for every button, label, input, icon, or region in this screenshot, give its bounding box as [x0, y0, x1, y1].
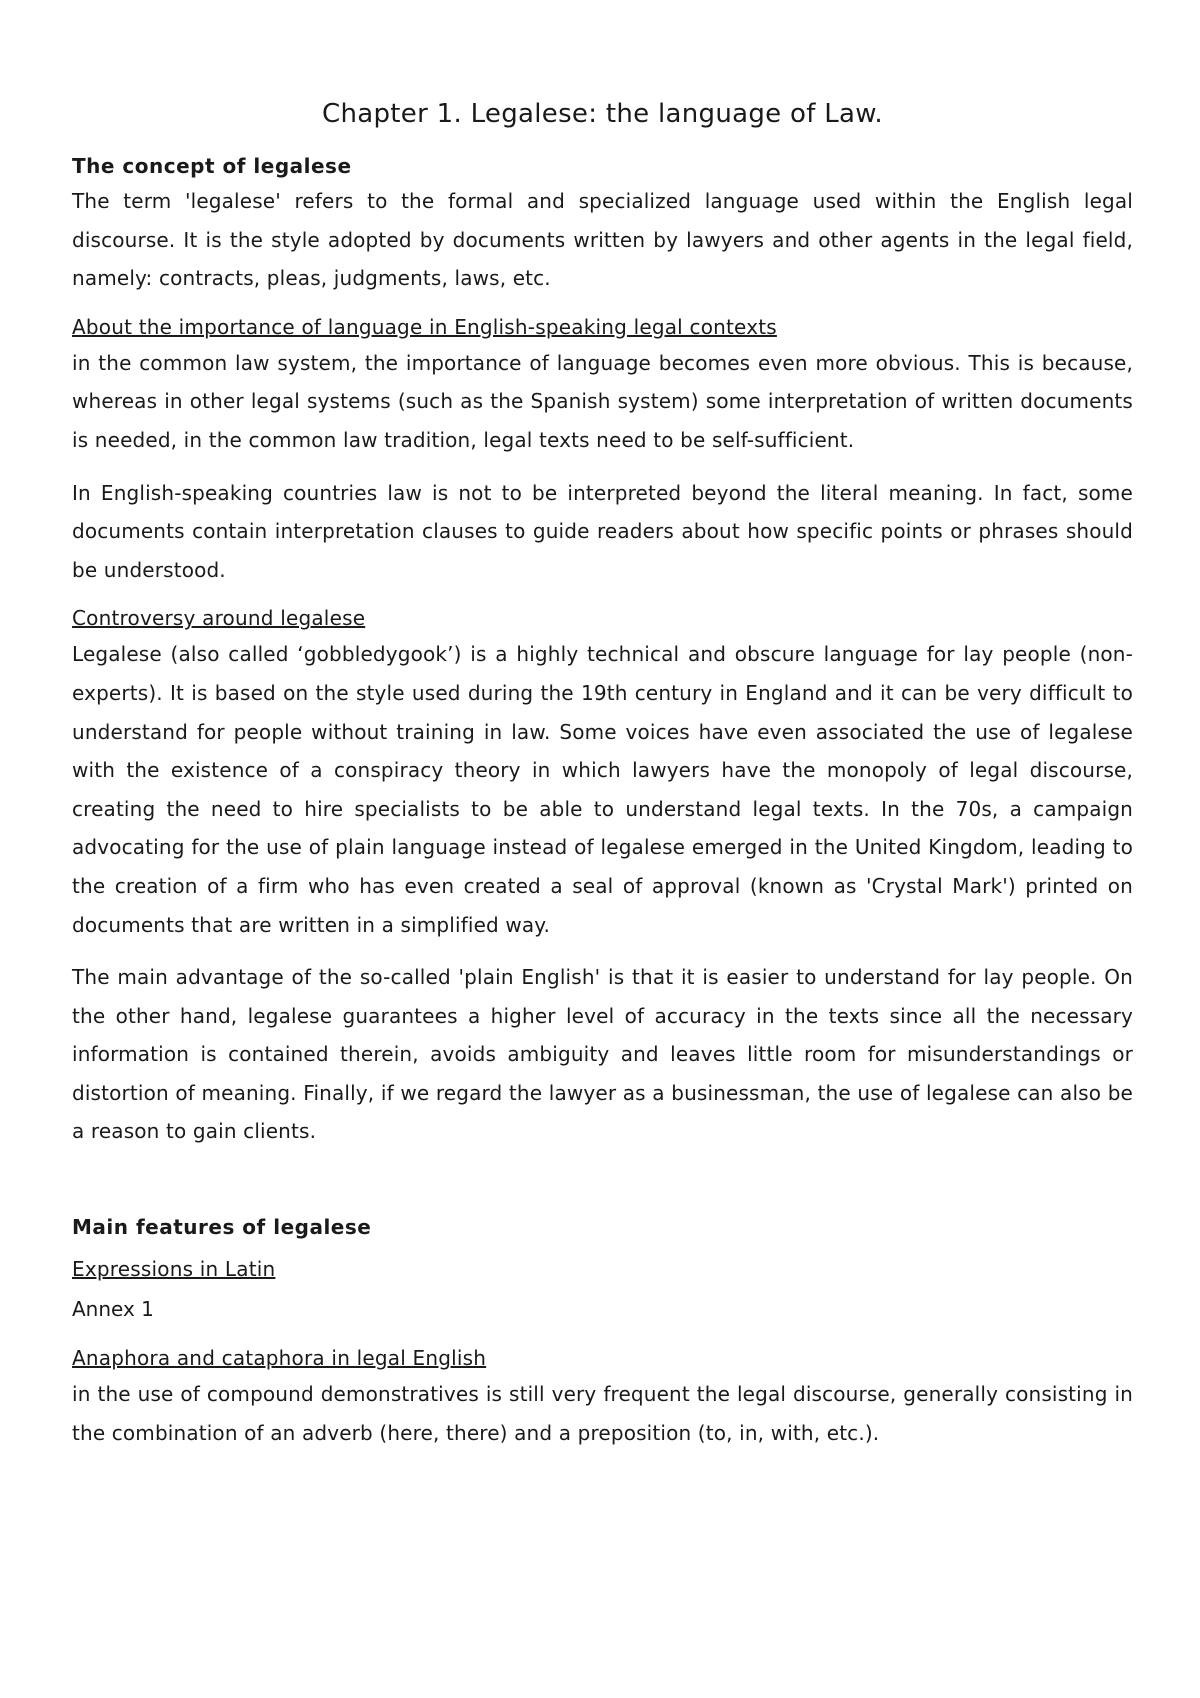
- latin-subheading: Expressions in Latin: [72, 1257, 276, 1282]
- importance-paragraph-1: in the common law system, the importance of language becomes even more obvious. This is because, whereas in other legal systems (such as the Spanish system) some interpretation of written documents is needed, in the common law tradition, legal texts need to be self-sufficient.: [72, 350, 1133, 452]
- controversy-paragraph-2: The main advantage of the so-called 'plain English' is that it is easier to understand for lay people. On the other hand, legalese guarantees a higher level of accuracy in the texts since all the necessary information is contained therein, avoids ambiguity and leaves little room for misunderstandings or distortion of meaning. Finally, if we regard the lawyer as a businessman, the use of legalese can also be a reason to gain clients.: [72, 965, 1133, 1144]
- importance-subheading: About the importance of language in English-speaking legal contexts: [72, 314, 777, 339]
- anaphora-paragraph: in the use of compound demonstratives is still very frequent the legal discourse, generally consisting in the combination of an adverb (here, there) and a preposition (to, in, with, etc.).: [72, 1382, 1133, 1445]
- concept-heading: The concept of legalese: [72, 154, 352, 178]
- chapter-title: Chapter 1. Legalese: the language of Law.: [322, 99, 883, 129]
- importance-paragraph-2: In English-speaking countries law is not to be interpreted beyond the literal meaning. In fact, some documents contain interpretation clauses to guide readers about how specific points or phrases should be understood.: [72, 480, 1133, 582]
- controversy-subheading: Controversy around legalese: [72, 606, 366, 631]
- anaphora-subheading: Anaphora and cataphora in legal English: [72, 1346, 487, 1371]
- features-heading: Main features of legalese: [72, 1215, 372, 1240]
- annex-reference: Annex 1: [72, 1297, 154, 1322]
- controversy-paragraph-1: Legalese (also called ‘gobbledygook’) is a highly technical and obscure language for lay people (non-experts). It is based on the style used during the 19th century in England and it can be very difficult to understand for people without training in law. Some voices have even associated the use of legalese with the existence of a conspiracy theory in which lawyers have the monopoly of legal discourse, creating the need to hire specialists to be able to understand legal texts. In the 70s, a campaign advocating for the use of plain language instead of legalese emerged in the United Kingdom, leading to the creation of a firm who has even created a seal of approval (known as 'Crystal Mark') printed on documents that are written in a simplified way.: [72, 642, 1133, 937]
- concept-paragraph: The term 'legalese' refers to the formal and specialized language used within the English legal discourse. It is the style adopted by documents written by lawyers and other agents in the legal field, namely: contracts, pleas, judgments, laws, etc.: [72, 189, 1133, 291]
- document-page: [72, 0, 1133, 1452]
